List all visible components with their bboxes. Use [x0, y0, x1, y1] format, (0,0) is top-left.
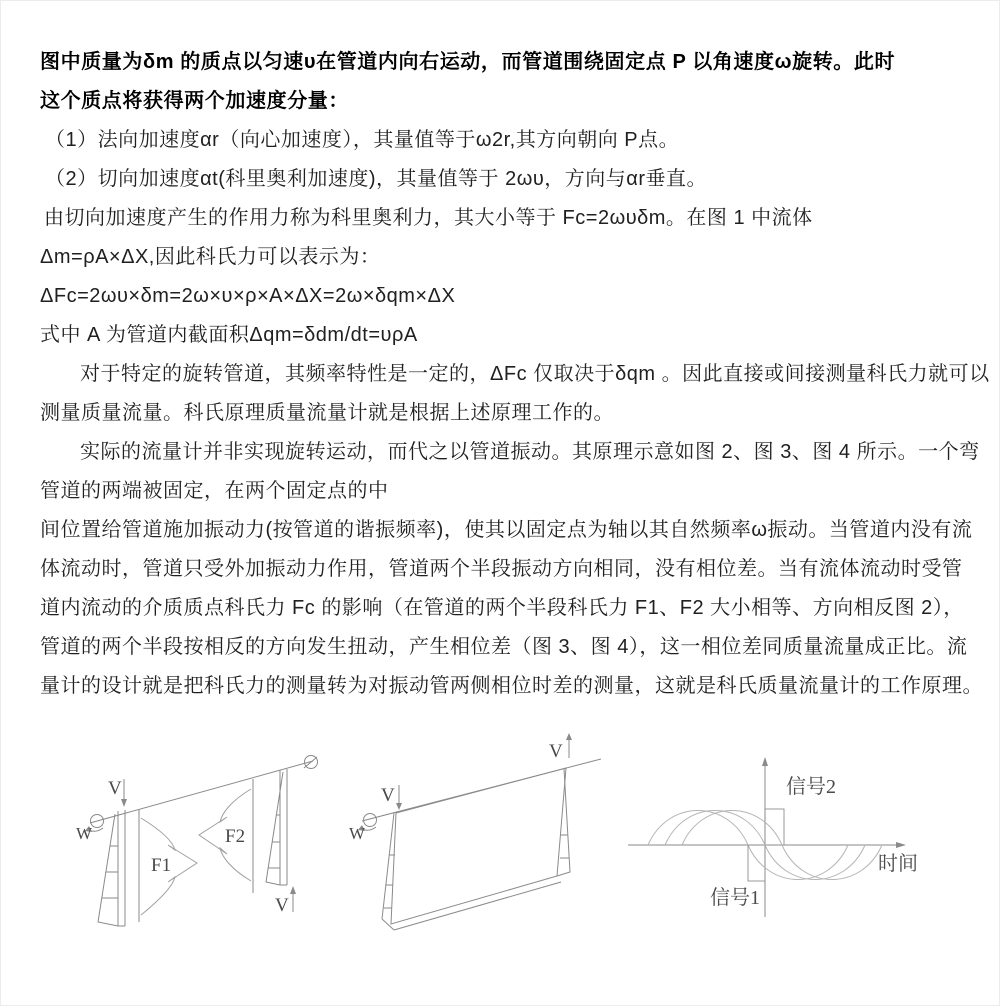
figure-4-diagram	[620, 725, 1000, 960]
velocity-down-label: V	[108, 778, 122, 799]
time-axis-arrowhead	[896, 842, 906, 848]
f2-label: F2	[225, 826, 246, 847]
doc-line: 测量质量流量。科氏原理质量流量计就是根据上述原理工作的。	[40, 402, 614, 424]
velocity-up-arrowhead	[566, 733, 572, 740]
doc-line: ΔFc=2ωυ×δm=2ω×υ×ρ×A×ΔX=2ω×δqm×ΔX	[40, 285, 456, 307]
figure-3-twisted-tube	[340, 725, 620, 960]
signal2-step-pulse	[765, 809, 784, 845]
doc-line: Δm=ρA×ΔX,因此科氏力可以表示为：	[40, 246, 381, 268]
right-wedge-line	[557, 769, 570, 876]
doc-line: 对于特定的旋转管道，其频率特性是一定的，ΔFc 仅取决于δqm 。因此直接或间接测量科氏力就可以	[80, 363, 990, 385]
doc-line: （2）切向加速度αt(科里奥利加速度)，其量值等于 2ωυ，方向与αr垂直。	[45, 168, 708, 190]
doc-line: 道内流动的介质质点科氏力 Fc 的影响（在管道的两个半段科氏力 F1、F2 大小相等、方向相反图 2），	[40, 597, 964, 619]
velocity-down-label: V	[381, 785, 395, 806]
figure-2-diagram	[40, 725, 340, 960]
figure-4-signal-plot	[620, 725, 1000, 960]
tube-back-edge	[394, 882, 561, 930]
doc-line: 图中质量为δm 的质点以匀速υ在管道内向右运动，而管道围绕固定点 P 以角速度ω旋转。此时	[40, 51, 896, 73]
omega-label: W	[76, 824, 93, 843]
tube-face	[391, 768, 566, 924]
doc-line: 实际的流量计并非实现旋转运动，而代之以管道振动。其原理示意如图 2、图 3、图 4 所示。一个弯	[80, 441, 980, 463]
signal2-label: 信号2	[786, 776, 836, 798]
doc-line: 管道的两端被固定，在两个固定点的中	[40, 480, 389, 502]
velocity-up-arrowhead	[290, 886, 296, 894]
left-tube-wedge	[98, 814, 118, 926]
f1-label: F1	[151, 855, 172, 876]
doc-line: 体流动时，管道只受外加振动力作用，管道两个半段振动方向相同，没有相位差。当有流体流动时受管	[40, 558, 963, 580]
doc-line: 管道的两个半段按相反的方向发生扭动，产生相位差（图 3、图 4），这一相位差同质量流量成正比。流	[40, 636, 968, 658]
velocity-down-arrowhead	[121, 799, 127, 807]
time-label: 时间	[878, 853, 918, 875]
doc-line: 由切向加速度产生的作用力称为科里奥利力，其大小等于 Fc=2ωυδm。在图 1 中流体	[44, 207, 813, 229]
doc-line: 式中 A 为管道内截面积Δqm=δdm/dt=υρA	[40, 324, 418, 346]
velocity-up-label: V	[549, 741, 563, 762]
doc-line: 量计的设计就是把科氏力的测量转为对振动管两侧相位时差的测量，这就是科氏质量流量计的工作原理。	[40, 675, 983, 697]
velocity-down-arrowhead	[396, 803, 402, 810]
omega-label: W	[349, 824, 366, 843]
doc-line: （1）法向加速度αr（向心加速度），其量值等于ω2r,其方向朝向 P点。	[45, 129, 680, 151]
figure-2-coriolis-forces	[40, 725, 340, 960]
doc-line: 这个质点将获得两个加速度分量：	[40, 90, 349, 112]
tube-bottom-left	[382, 919, 394, 930]
amplitude-axis-arrowhead	[762, 757, 768, 766]
signal1-label: 信号1	[710, 887, 760, 909]
velocity-up-label: V	[275, 895, 289, 916]
document-text	[40, 43, 990, 706]
doc-line: 间位置给管道施加振动力(按管道的谐振频率)，使其以固定点为轴以其自然频率ω振动。当管道内没有流	[40, 519, 973, 541]
figure-3-diagram	[340, 725, 620, 960]
